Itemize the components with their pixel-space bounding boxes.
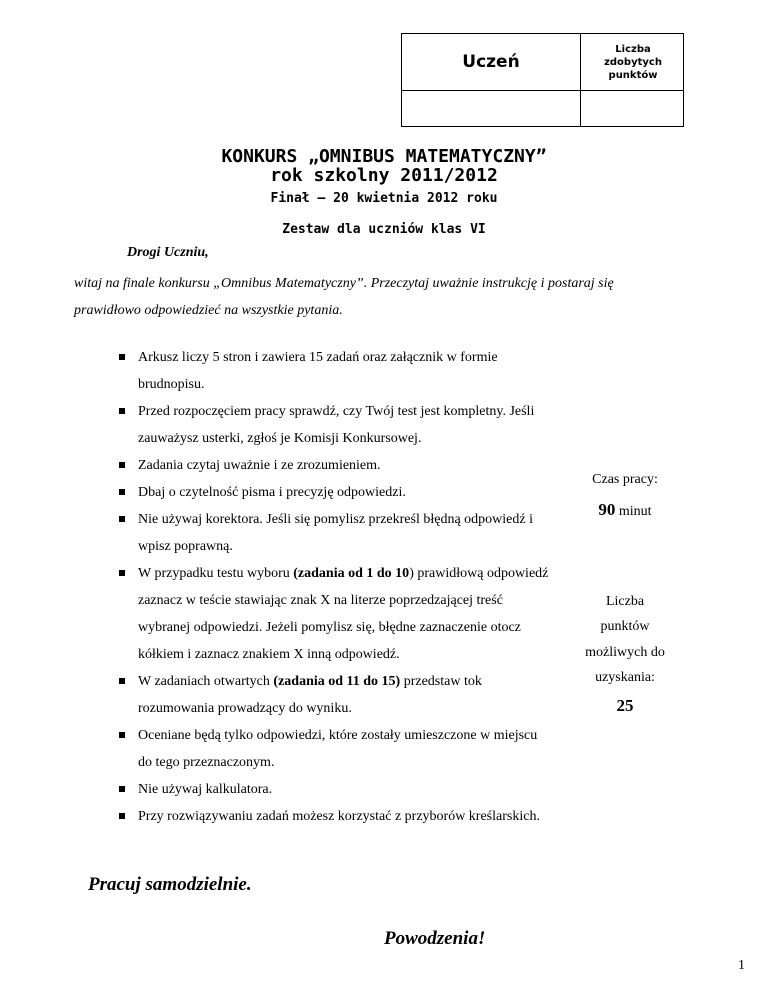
rule-item (92, 506, 552, 560)
rule-text: (zadania od 11 do 15) (273, 674, 401, 689)
points-label-line: punktów (608, 69, 658, 81)
bullet-icon (119, 732, 125, 738)
greeting: Drogi Uczniu, (127, 245, 209, 260)
bullet-icon (119, 462, 125, 468)
time-value-line (555, 500, 695, 520)
bullet-icon (119, 813, 125, 819)
points-label (581, 34, 685, 90)
rule-text: ) prawidłową odpowiedź zaznacz w teście stawiając znak X na literze poprzedzającej treść wybranej odpowiedzi. Jeżeli pomylisz się, błędne zaznaczenie otocz kółkiem i zaznacz znakiem X inną odpowiedź. (138, 566, 549, 662)
rule-text: Nie używaj kalkulatora. (138, 782, 273, 797)
student-name-cell[interactable] (402, 91, 580, 127)
rule-text: Przy rozwiązywaniu zadań możesz korzystać z przyborów kreślarskich. (138, 809, 540, 824)
points-label-line: zdobytych (604, 56, 662, 68)
rule-item (92, 560, 552, 668)
time-label: Czas pracy: (592, 472, 658, 487)
points-possible-line: punktów (600, 619, 650, 634)
rule-text: Dbaj o czytelność pisma i precyzję odpowiedzi. (138, 485, 406, 500)
contest-title: KONKURS „OMNIBUS MATEMATYCZNY” (221, 146, 547, 167)
rules-list (92, 344, 552, 830)
bullet-icon (119, 570, 125, 576)
points-possible-line: Liczba (605, 594, 645, 609)
rule-item (92, 722, 552, 776)
points-cell[interactable] (581, 91, 685, 127)
rule-text: Zadania czytaj uważnie i ze zrozumieniem. (138, 458, 381, 473)
rule-text: (zadania od 1 do 10 (293, 566, 410, 581)
good-luck-text: Powodzenia! (384, 928, 486, 949)
bullet-icon (119, 516, 125, 522)
rule-item (92, 452, 552, 479)
school-year: rok szkolny 2011/2012 (270, 165, 498, 186)
points-possible-value: 25 (616, 696, 634, 715)
student-label: Uczeń (462, 52, 520, 72)
page-number: 1 (738, 958, 745, 973)
rule-text: W przypadku testu wyboru (138, 566, 294, 581)
rule-text: Arkusz liczy 5 stron i zawiera 15 zadań oraz załącznik w formie brudnopisu. (138, 350, 498, 392)
rule-text: W zadaniach otwartych (138, 674, 274, 689)
rule-item (92, 344, 552, 398)
rule-item (92, 668, 552, 722)
bullet-icon (119, 678, 125, 684)
points-label-line: Liczba (615, 43, 651, 55)
rule-item (92, 479, 552, 506)
rule-text: Nie używaj korektora. Jeśli się pomylisz przekreśl błędną odpowiedź i wpisz poprawną. (138, 512, 533, 554)
rule-item (92, 776, 552, 803)
bullet-icon (119, 354, 125, 360)
time-unit: minut (615, 504, 652, 519)
points-possible-line: uzyskania: (595, 670, 655, 685)
bullet-icon (119, 408, 125, 414)
rule-item (92, 398, 552, 452)
rule-text: Przed rozpoczęciem pracy sprawdź, czy Twój test jest kompletny. Jeśli zauważysz usterki, zgłoś je Komisji Konkursowej. (138, 404, 535, 446)
final-date: Finał — 20 kwietnia 2012 roku (270, 191, 498, 206)
rule-item (92, 803, 552, 830)
bullet-icon (119, 786, 125, 792)
work-alone-text: Pracuj samodzielnie. (88, 874, 252, 895)
rule-text: przedstaw tok rozumowania prowadzący do wyniku. (138, 674, 482, 716)
intro-text: witaj na finale konkursu „Omnibus Matematyczny”. Przeczytaj uważnie instrukcję i postaraj się prawidłowo odpowiedzieć na wszystkie pytania. (74, 276, 614, 318)
score-box (401, 33, 684, 127)
set-title: Zestaw dla uczniów klas VI (282, 222, 486, 237)
bullet-icon (119, 489, 125, 495)
rule-text: Oceniane będą tylko odpowiedzi, które zostały umieszczone w miejscu do tego przeznaczonym. (138, 728, 538, 770)
time-value: 90 (598, 500, 616, 519)
points-possible-line: możliwych do (585, 645, 665, 660)
